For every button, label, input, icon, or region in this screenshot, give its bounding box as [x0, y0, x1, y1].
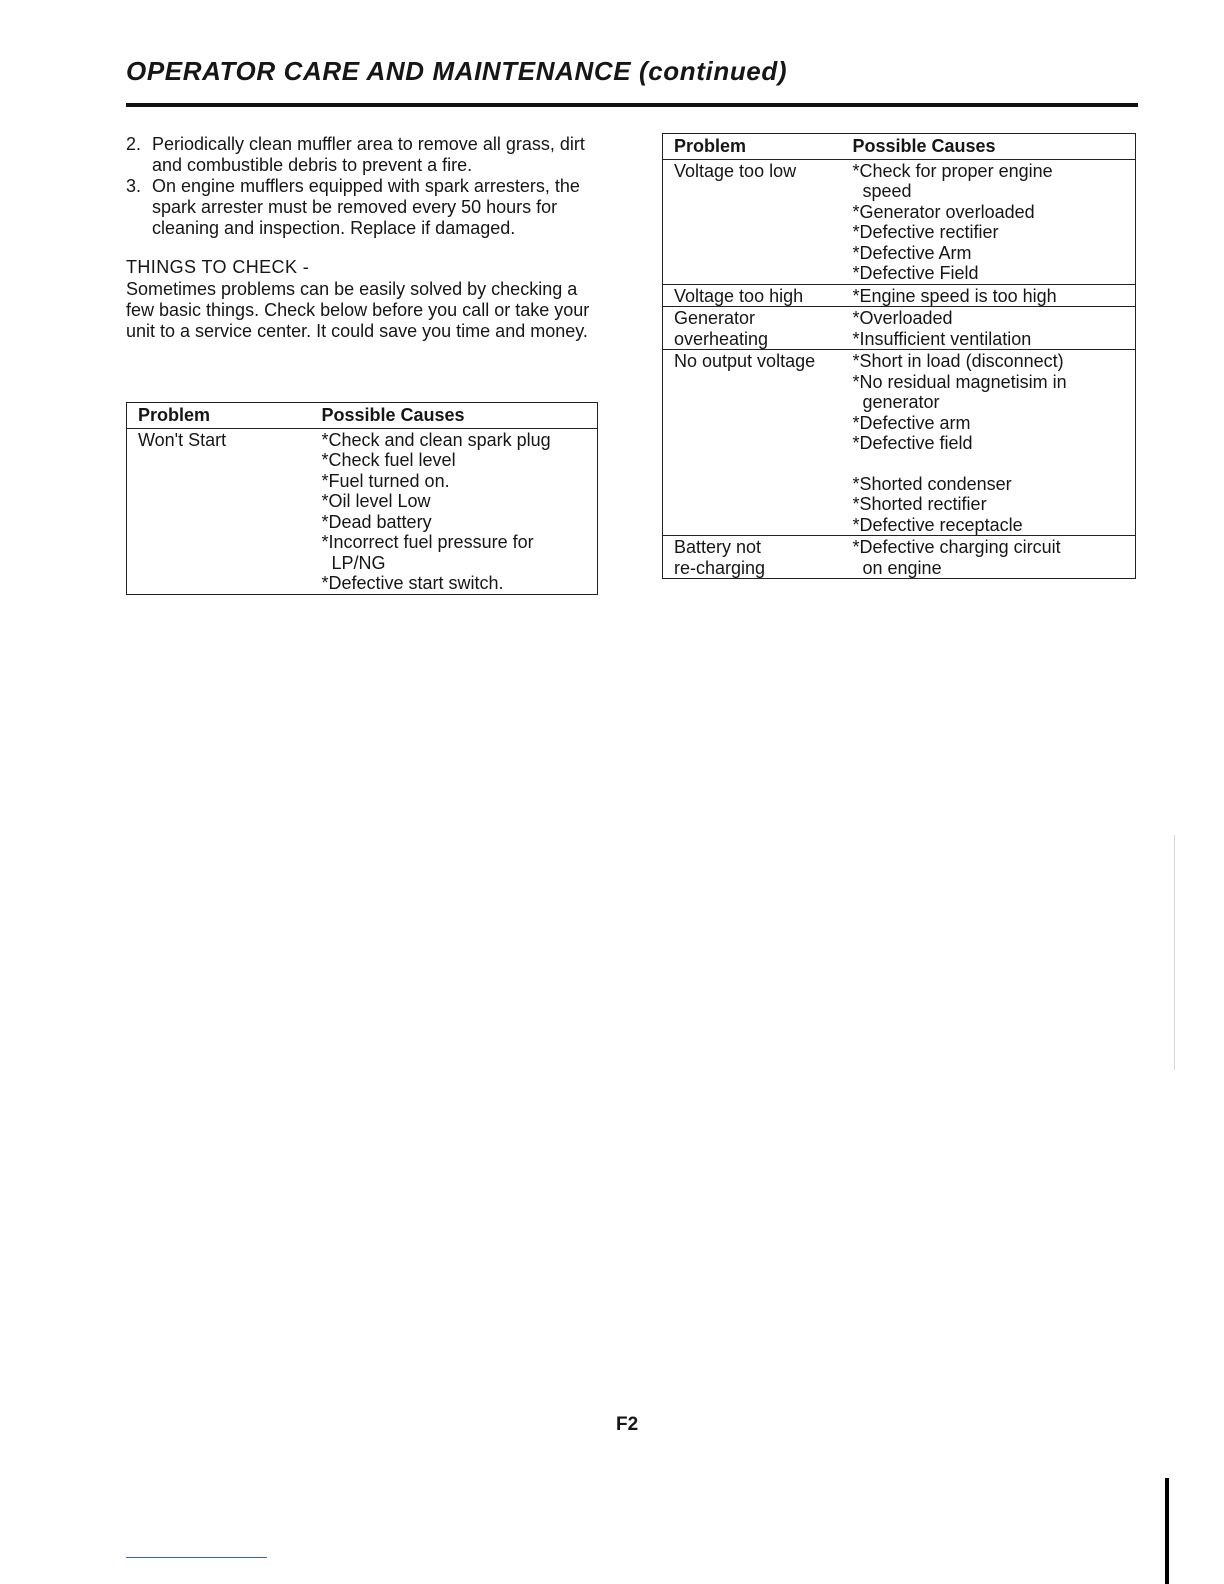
cause-line: *Check fuel level	[321, 450, 456, 470]
table-header-row	[127, 403, 598, 429]
header-problem: Problem	[127, 403, 312, 429]
problem-cell	[663, 307, 843, 350]
step-number: 3.	[126, 176, 142, 196]
table-row	[663, 350, 1136, 536]
possible-causes-cell	[843, 284, 1136, 307]
cause-line: *Shorted rectifier	[852, 494, 987, 514]
possible-causes-cell	[843, 159, 1136, 284]
table-row	[663, 159, 1136, 284]
cause-line	[853, 454, 1130, 474]
cause-line: *Fuel turned on.	[321, 470, 450, 491]
problem-cell: No output voltage	[663, 350, 843, 536]
problem-cell: Voltage too high	[663, 284, 843, 307]
cause-line: *Dead battery	[321, 511, 432, 532]
things-to-check-body: Sometimes problems can be easily solved by checking a few basic things. Check below before you call or take your unit to a service center. It could save you time and money.	[126, 279, 590, 341]
possible-causes-cell	[843, 536, 1136, 579]
table-header-row	[663, 134, 1136, 160]
header-possible-causes: Possible Causes	[312, 403, 598, 429]
maintenance-step	[126, 176, 601, 239]
cause-line: *Defective receptacle	[852, 514, 1023, 535]
things-to-check-heading: THINGS TO CHECK -	[126, 257, 310, 277]
page-title: OPERATOR CARE AND MAINTENANCE (continued)	[126, 56, 788, 86]
maintenance-step	[126, 134, 601, 176]
cause-line: *Check and clean spark plug	[321, 429, 551, 450]
cause-line: *Overloaded	[852, 308, 953, 328]
problem-cell	[663, 536, 843, 579]
cause-line: *Check for proper engine	[852, 160, 1053, 181]
cause-line: LP/NG	[321, 552, 386, 573]
cause-line: *Shorted condenser	[852, 473, 1012, 494]
page-number: F2	[616, 1414, 639, 1435]
title-divider	[126, 103, 1138, 107]
possible-causes-cell	[843, 350, 1136, 536]
cause-line: on engine	[852, 557, 942, 578]
table-row	[127, 428, 598, 594]
table-row	[663, 536, 1136, 579]
cause-line: *Short in load (disconnect)	[852, 351, 1064, 371]
step-text: On engine mufflers equipped with spark arresters, the spark arrester must be removed every 50 hours for cleaning and inspection. Replace if damaged.	[152, 176, 580, 238]
maintenance-steps-list	[126, 134, 601, 239]
cause-line: *Defective start switch.	[321, 573, 504, 593]
footer-rule	[126, 1557, 267, 1558]
problem-cell: Won't Start	[127, 428, 312, 594]
scan-binding-mark	[1165, 1478, 1169, 1584]
cause-line: *Insufficient ventilation	[852, 328, 1032, 349]
troubleshooting-table-left	[126, 402, 598, 595]
problem-line: Battery not	[674, 537, 762, 557]
cause-line: *Engine speed is too high	[852, 285, 1057, 306]
cause-line: speed	[852, 181, 912, 201]
troubleshooting-table-right	[662, 133, 1136, 579]
cause-line: *Oil level Low	[321, 491, 431, 511]
table-row	[663, 307, 1136, 350]
scan-edge-mark	[1174, 835, 1175, 1070]
header-possible-causes: Possible Causes	[843, 134, 1136, 160]
step-text: Periodically clean muffler area to remove all grass, dirt and combustible debris to prevent a fire.	[152, 134, 585, 175]
cause-line: *Generator overloaded	[852, 201, 1035, 222]
cause-line: *Defective Field	[852, 263, 979, 283]
intro-section	[126, 134, 601, 342]
cause-line: *No residual magnetisim in	[852, 371, 1067, 392]
header-problem: Problem	[663, 134, 843, 160]
cause-line: *Defective Arm	[852, 242, 972, 263]
possible-causes-cell	[843, 307, 1136, 350]
step-number: 2.	[126, 134, 142, 154]
cause-line: *Defective rectifier	[852, 222, 999, 242]
cause-line: *Defective charging circuit	[852, 537, 1061, 557]
possible-causes-cell	[312, 428, 598, 594]
cause-line: *Defective field	[852, 433, 973, 453]
cause-line: generator	[852, 392, 940, 412]
table-row	[663, 284, 1136, 307]
problem-cell: Voltage too low	[663, 159, 843, 284]
problem-line: re-charging	[674, 557, 766, 578]
problem-line: Generator	[674, 308, 756, 328]
cause-line: *Incorrect fuel pressure for	[321, 532, 534, 552]
cause-line: *Defective arm	[852, 412, 971, 433]
problem-line: overheating	[674, 328, 769, 349]
